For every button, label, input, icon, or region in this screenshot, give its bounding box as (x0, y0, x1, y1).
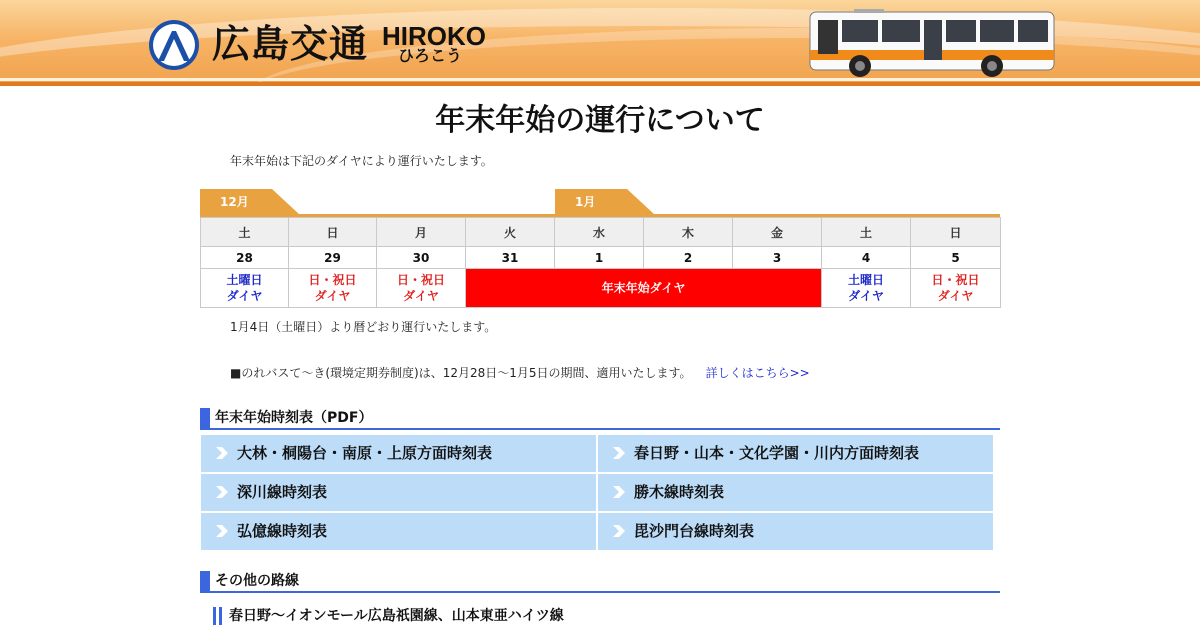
schedule-type-cell (289, 269, 377, 308)
brand-roman: HIROKO (382, 21, 486, 51)
schedule-type-label: 土曜日 (226, 273, 263, 287)
header-divider (0, 82, 1200, 86)
timetable-link-kasugano[interactable] (598, 435, 993, 472)
timetable-link-label: 大林・桐陽台・南原・上原方面時刻表 (237, 444, 493, 462)
timetable-link-label: 毘沙門台線時刻表 (634, 522, 755, 540)
schedule-type-suffix: ダイヤ (226, 289, 263, 303)
date-cell: 4 (822, 247, 911, 269)
schedule-type-cell (377, 269, 466, 308)
month-label: 1月 (575, 195, 596, 209)
date-cell: 5 (911, 247, 1001, 269)
brand-kana: ひろこう (398, 46, 463, 65)
weekday-cell: 金 (733, 218, 822, 247)
schedule-type-row (201, 269, 1001, 308)
date-cell: 28 (201, 247, 289, 269)
arrow-icon (613, 525, 625, 537)
heading-marker (200, 408, 210, 428)
timetable-link-bishamondai[interactable] (598, 513, 993, 550)
weekday-cell: 土 (822, 218, 911, 247)
tab-shape (200, 189, 300, 215)
page-title: 年末年始の運行について (435, 103, 765, 138)
weekday-cell: 火 (466, 218, 555, 247)
company-logo-icon[interactable] (148, 19, 200, 71)
timetable-link-label: 弘億線時刻表 (237, 522, 328, 540)
month-tab-january (555, 189, 655, 215)
tab-shape (555, 189, 655, 215)
resume-note: 1月4日（土曜日）より暦どおり運行いたします。 (230, 320, 497, 334)
schedule-type-cell (822, 269, 911, 308)
pass-note-text: ■のれバスて～き(環境定期券制度)は、12月28日～1月5日の期間、適用いたします。 (230, 366, 692, 380)
schedule-type-suffix: ダイヤ (848, 289, 884, 303)
weekday-cell: 木 (644, 218, 733, 247)
schedule-type-suffix: ダイヤ (314, 289, 351, 303)
heading-text: その他の路線 (215, 573, 299, 589)
date-cell: 1 (555, 247, 644, 269)
schedule-type-cell (201, 269, 289, 308)
weekday-cell: 日 (289, 218, 377, 247)
timetable-link-fukawa[interactable] (201, 474, 596, 511)
pass-note (230, 364, 810, 381)
special-schedule-cell: 年末年始ダイヤ (466, 269, 822, 308)
timetable-link-label: 春日野・山本・文化学園・川内方面時刻表 (634, 444, 920, 462)
timetable-link-kouoku[interactable] (201, 513, 596, 550)
arrow-icon (613, 486, 625, 498)
month-tab-december (200, 189, 300, 215)
weekday-cell: 土 (201, 218, 289, 247)
schedule-type-label: 日・祝日 (931, 273, 980, 287)
date-cell: 3 (733, 247, 822, 269)
timetable-link-katsuki[interactable] (598, 474, 993, 511)
company-name[interactable]: 広島交通 (212, 22, 369, 66)
date-cell: 2 (644, 247, 733, 269)
date-cell: 31 (466, 247, 555, 269)
arrow-icon (216, 447, 228, 459)
date-cell: 29 (289, 247, 377, 269)
heading-text: 年末年始時刻表（PDF） (215, 410, 373, 426)
schedule-type-suffix: ダイヤ (937, 289, 974, 303)
other-routes-heading (200, 571, 1000, 593)
timetable-link-obayashi[interactable] (201, 435, 596, 472)
weekday-row (201, 218, 1001, 247)
timetable-section-heading (200, 408, 1000, 430)
other-route-item (213, 606, 564, 626)
arrow-icon (216, 525, 228, 537)
details-link[interactable]: 詳しくはこちら>> (705, 366, 810, 380)
month-label: 12月 (220, 195, 249, 209)
heading-marker (200, 571, 210, 591)
schedule-type-label: 日・祝日 (396, 273, 445, 287)
date-cell: 30 (377, 247, 466, 269)
schedule-type-label: 土曜日 (847, 273, 884, 287)
weekday-cell: 日 (911, 218, 1001, 247)
timetable-link-label: 深川線時刻表 (237, 483, 328, 501)
operation-calendar (200, 217, 1001, 308)
schedule-type-cell (911, 269, 1001, 308)
double-bar-icon (213, 607, 223, 625)
site-header (0, 0, 1200, 86)
date-row (201, 247, 1001, 269)
weekday-cell: 水 (555, 218, 644, 247)
schedule-type-label: 日・祝日 (308, 273, 357, 287)
arrow-icon (613, 447, 625, 459)
weekday-cell: 月 (377, 218, 466, 247)
schedule-type-suffix: ダイヤ (403, 289, 439, 303)
other-route-label: 春日野～イオンモール広島祇園線、山本東亜ハイツ線 (229, 608, 564, 624)
arrow-icon (216, 486, 228, 498)
timetable-link-label: 勝木線時刻表 (634, 483, 725, 501)
intro-text: 年末年始は下記のダイヤにより運行いたします。 (230, 154, 493, 168)
bus-illustration (804, 8, 1058, 80)
